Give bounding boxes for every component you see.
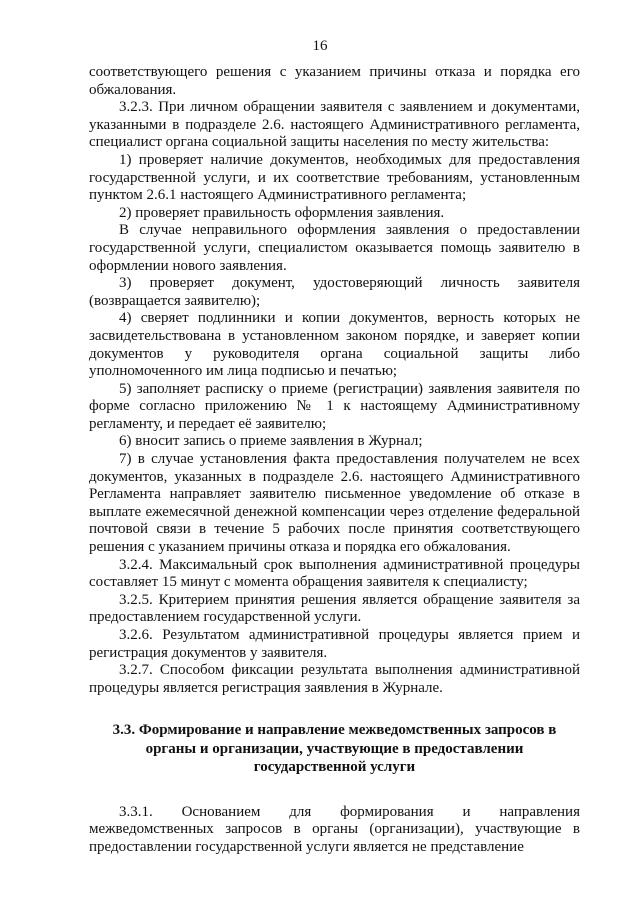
paragraph: 3.2.3. При личном обращении заявителя с заявлением и документами, указанными в подразделе 2.6. настоящего Административного регламента, специалист органа социальной защиты населения по месту жительства:	[89, 99, 580, 151]
paragraph: 3.2.7. Способом фиксации результата выполнения административной процедуры является регистрация заявления в Журнале.	[89, 662, 580, 696]
paragraph: 2) проверяет правильность оформления заявления.	[119, 204, 445, 221]
paragraph: соответствующего решения с указанием причины отказа и порядка его обжалования.	[89, 64, 580, 98]
paragraph: 6) вносит запись о приеме заявления в Журнал;	[119, 433, 423, 450]
document-body	[89, 64, 580, 857]
paragraph: 3.2.4. Максимальный срок выполнения административной процедуры составляет 15 минут с момента обращения заявителя к специалисту;	[89, 556, 580, 591]
section-heading: 3.3. Формирование и направление межведомственных запросов в органы и организации, участвующие в предоставлении государственной услуги	[112, 722, 557, 776]
paragraph: 1) проверяет наличие документов, необходимых для предоставления государственной услуги, и их соответствие требованиям, установленным пунктом 2.6.1 настоящего Административного регламента;	[89, 151, 580, 204]
paragraph: 5) заполняет расписку о приеме (регистрации) заявления заявителя по форме согласно приложению № 1 к настоящему Административному регламенту, и передает её заявителю;	[89, 380, 580, 432]
paragraph: 3.2.5. Критерием принятия решения является обращение заявителя за предоставлением государственной услуги.	[89, 591, 580, 626]
paragraph: 3.3.1. Основанием для формирования и направления межведомственных запросов в органы (организации), участвующие в предоставлении государственной услуги является не представление	[89, 803, 580, 856]
paragraph: 3) проверяет документ, удостоверяющий личность заявителя (возвращается заявителю);	[89, 275, 580, 309]
paragraph: 7) в случае установления факта предоставления получателем не всех документов, указанных в подразделе 2.6. настоящего Административного Регламента направляет заявителю письменное уведомление об отказе в выплате ежемесячной денежной компенсации через отделение федеральной почтовой связи в течение 5 рабочих после принятия соответствующего решения с указанием причины отказа и порядка его обжалования.	[89, 451, 580, 556]
paragraph: 3.2.6. Результатом административной процедуры является прием и регистрация документов у заявителя.	[89, 627, 580, 661]
page-number: 16	[312, 38, 328, 54]
paragraph: 4) сверяет подлинники и копии документов, верность которых не засвидетельствована в установленном законом порядке, и заверяет копии документов у руководителя органа социальной защиты либо уполномоченного им лица подписью и печатью;	[89, 310, 580, 380]
paragraph: В случае неправильного оформления заявления о предоставлении государственной услуги, специалистом оказывается помощь заявителю в оформлении нового заявления.	[89, 222, 580, 274]
